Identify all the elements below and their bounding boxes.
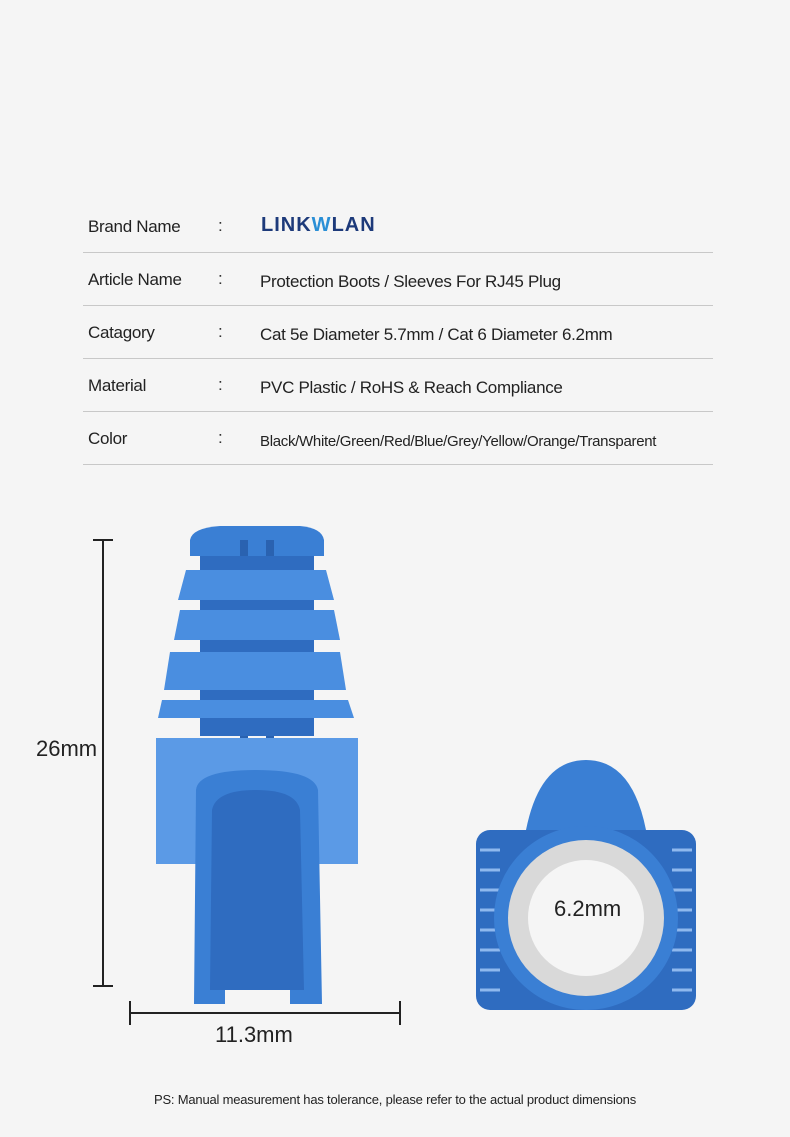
spec-value: Cat 5e Diameter 5.7mm / Cat 6 Diameter 6.2mm (260, 325, 613, 344)
spec-value: Protection Boots / Sleeves For RJ45 Plug (260, 272, 561, 291)
spec-colon: : (218, 428, 223, 447)
spec-label: Brand Name (88, 217, 181, 236)
spec-label: Color (88, 429, 128, 448)
spec-value: Black/White/Green/Red/Blue/Grey/Yellow/Orange/Transparent (260, 433, 657, 450)
spec-label: Catagory (88, 323, 155, 342)
brand-logo: LINKWLAN (261, 214, 376, 236)
boot-front-view (476, 760, 696, 1010)
spec-label: Material (88, 376, 147, 395)
footnote: PS: Manual measurement has tolerance, please refer to the actual product dimensions (153, 1092, 636, 1107)
diameter-dimension-label: 6.2mm (554, 896, 622, 921)
spec-colon: : (218, 269, 223, 288)
spec-colon: : (218, 216, 223, 235)
width-dimension-label: 11.3mm (215, 1022, 293, 1047)
spec-value: PVC Plastic / RoHS & Reach Compliance (260, 378, 563, 397)
spec-colon: : (218, 322, 223, 341)
spec-colon: : (218, 375, 223, 394)
boot-side-view (156, 526, 358, 1004)
spec-label: Article Name (88, 270, 182, 289)
height-dimension-label: 26mm (36, 736, 98, 761)
height-dimension-line (93, 540, 113, 986)
